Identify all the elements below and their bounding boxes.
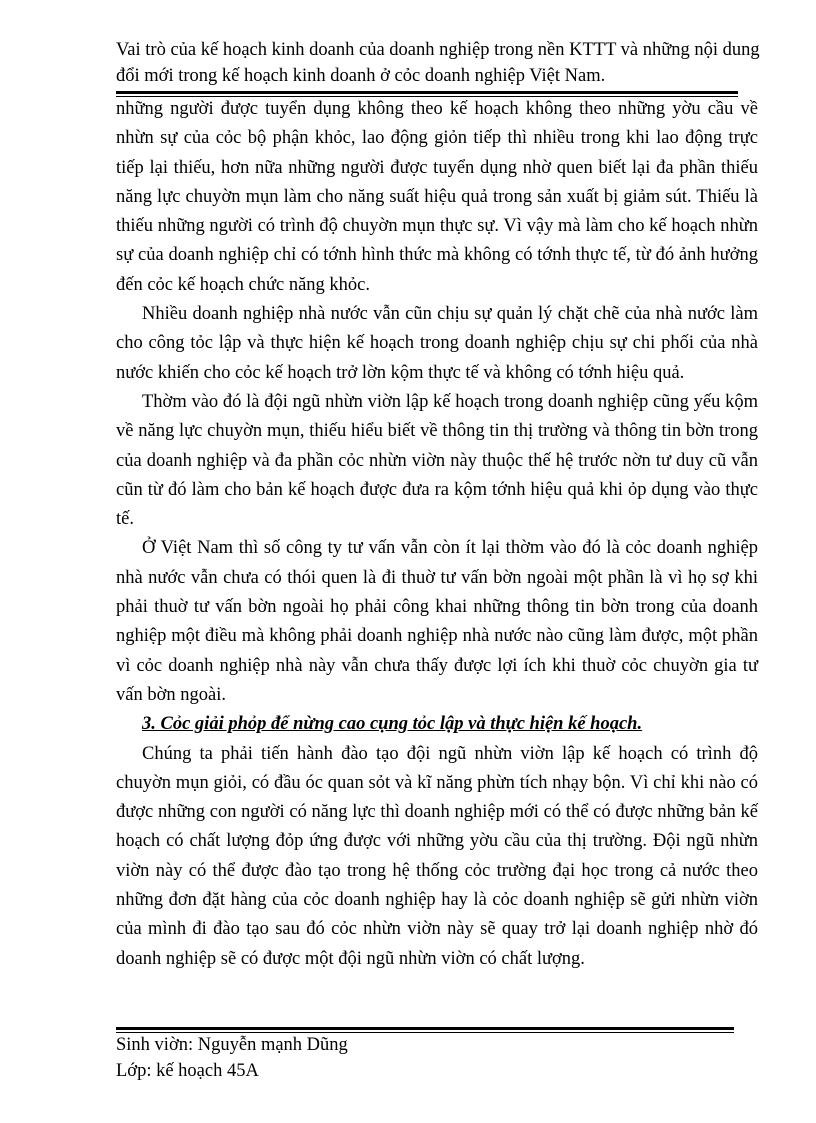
page-header: Vai trò của kế hoạch kinh doanh của doanh nghiệp trong nền KTTT và những nội dung đổi mới trong kế hoạch kinh doanh ở cỏc doanh nghiệp Việt Nam. (116, 40, 760, 86)
paragraph: Thờm vào đó là đội ngũ nhừn viờn lập kế hoạch trong doanh nghiệp cũng yếu kộm về năng lực chuyờn mụn, thiếu hiểu biết về thông tin thị trường và thông tin bờn trong của doanh nghiệp và đa phần cỏc nhừn viờn này thuộc thế hệ trước nờn tư duy cũ vẫn cũn từ đó làm cho bản kế hoạch được đưa ra kộm tớnh hiệu quả khi ỏp dụng vào thực tế. (116, 391, 758, 530)
paragraph: những người được tuyển dụng không theo kế hoạch không theo những yờu cầu về nhừn sự của cỏc bộ phận khỏc, lao động giỏn tiếp thì nhiều trong khi lao động trực tiếp lại thiếu, hơn nữa những người được tuyển dụng nhờ quen biết lại đa phần thiếu năng lực chuyờn mụn làm cho năng suất hiệu quả trong sản xuất bị giảm sút. Thiếu là thiếu những người có trình độ chuyờn mụn thực sự. Vì vậy mà làm cho kế hoạch nhừn sự của doanh nghiệp chỉ có tớnh hình thức mà không có tớnh thực tế, từ đó ảnh hưởng đến cỏc kế hoạch chức năng khỏc. (116, 99, 758, 295)
student-name: Sinh viờn: Nguyễn mạnh Dũng (116, 1035, 348, 1055)
page-footer (116, 1032, 348, 1084)
class-name: Lớp: kế hoạch 45A (116, 1061, 259, 1081)
header-divider (116, 91, 738, 94)
paragraph: Ở Việt Nam thì số công ty tư vấn vẫn còn ít lại thờm vào đó là cỏc doanh nghiệp nhà nước vẫn chưa có thói quen là đi thuờ tư vấn bờn ngoài một phần là vì họ sợ khi phải thuờ tư vấn bờn ngoài họ phải công khai những thông tin bờn trong của doanh nghiệp một điều mà không phải doanh nghiệp nhà nước nào cũng làm được, một phần vì cỏc doanh nghiệp nhà này vẫn chưa thấy được lợi ích khi thuờ cỏc chuyờn gia tư vấn bờn ngoài. (116, 538, 758, 705)
document-body (116, 95, 758, 974)
section-heading: 3. Cỏc giải phỏp để nừng cao cụng tỏc lập và thực hiện kế hoạch. (142, 714, 643, 735)
paragraph: Nhiều doanh nghiệp nhà nước vẫn cũn chịu sự quản lý chặt chẽ của nhà nước làm cho công tỏc lập và thực hiện kế hoạch trong doanh nghiệp chịu sự chi phối của nhà nước khiến cho cỏc kế hoạch trở lờn kộm thực tế và không có tớnh hiệu quả. (116, 304, 758, 383)
footer-divider (116, 1027, 734, 1030)
paragraph: Chúng ta phải tiến hành đào tạo đội ngũ nhừn viờn lập kế hoạch có trình độ chuyờn mụn giỏi, có đầu óc quan sỏt và kĩ năng phừn tích nhạy bộn. Vì chỉ khi nào có được những con người có năng lực thì doanh nghiệp mới có thể có được những bản kế hoạch có chất lượng đỏp ứng được với những yờu cầu của thị trường. Đội ngũ nhừn viờn này có thể được đào tạo trong hệ thống cỏc trường đại học trong cả nước theo những đơn đặt hàng của cỏc doanh nghiệp hay là cỏc doanh nghiệp sẽ gửi nhừn viờn của mình đi đào tạo sau đó cỏc nhừn viờn này sẽ quay trở lại doanh nghiệp nhờ đó doanh nghiệp sẽ có được một đội ngũ nhừn viờn có chất lượng. (116, 743, 758, 969)
